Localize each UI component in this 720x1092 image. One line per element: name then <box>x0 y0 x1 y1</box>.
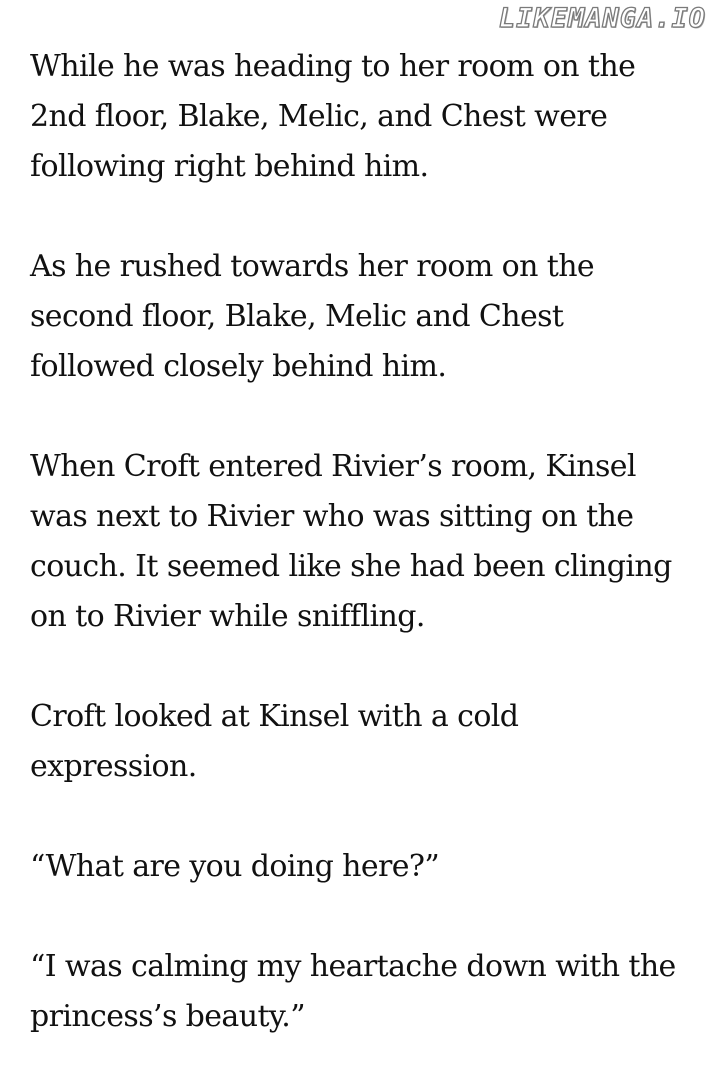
text-line: Croft looked at Kinsel with a cold <box>30 699 519 734</box>
text-line: was next to Rivier who was sitting on the <box>30 499 634 534</box>
paragraph-3 <box>30 442 700 642</box>
text-line: on to Rivier while sniffling. <box>30 599 425 634</box>
site-watermark: LIKEMANGA.IO <box>498 3 706 34</box>
text-line: followed closely behind him. <box>30 349 447 384</box>
text-line: following right behind him. <box>30 149 429 184</box>
text-line: While he was heading to her room on the <box>30 49 636 84</box>
paragraph-1 <box>30 42 700 192</box>
text-line: “What are you doing here?” <box>30 849 440 884</box>
story-text <box>30 42 700 1092</box>
paragraph-4 <box>30 692 700 792</box>
text-line: second floor, Blake, Melic and Chest <box>30 299 564 334</box>
text-line: When Croft entered Rivier’s room, Kinsel <box>30 449 636 484</box>
text-line: princess’s beauty.” <box>30 999 305 1034</box>
paragraph-5 <box>30 842 700 892</box>
text-line: expression. <box>30 749 197 784</box>
text-line: “I was calming my heartache down with the <box>30 949 676 984</box>
text-line: couch. It seemed like she had been clinging <box>30 549 672 584</box>
paragraph-2 <box>30 242 700 392</box>
text-line: 2nd floor, Blake, Melic, and Chest were <box>30 99 608 134</box>
text-line: As he rushed towards her room on the <box>30 249 595 284</box>
paragraph-6 <box>30 942 700 1042</box>
